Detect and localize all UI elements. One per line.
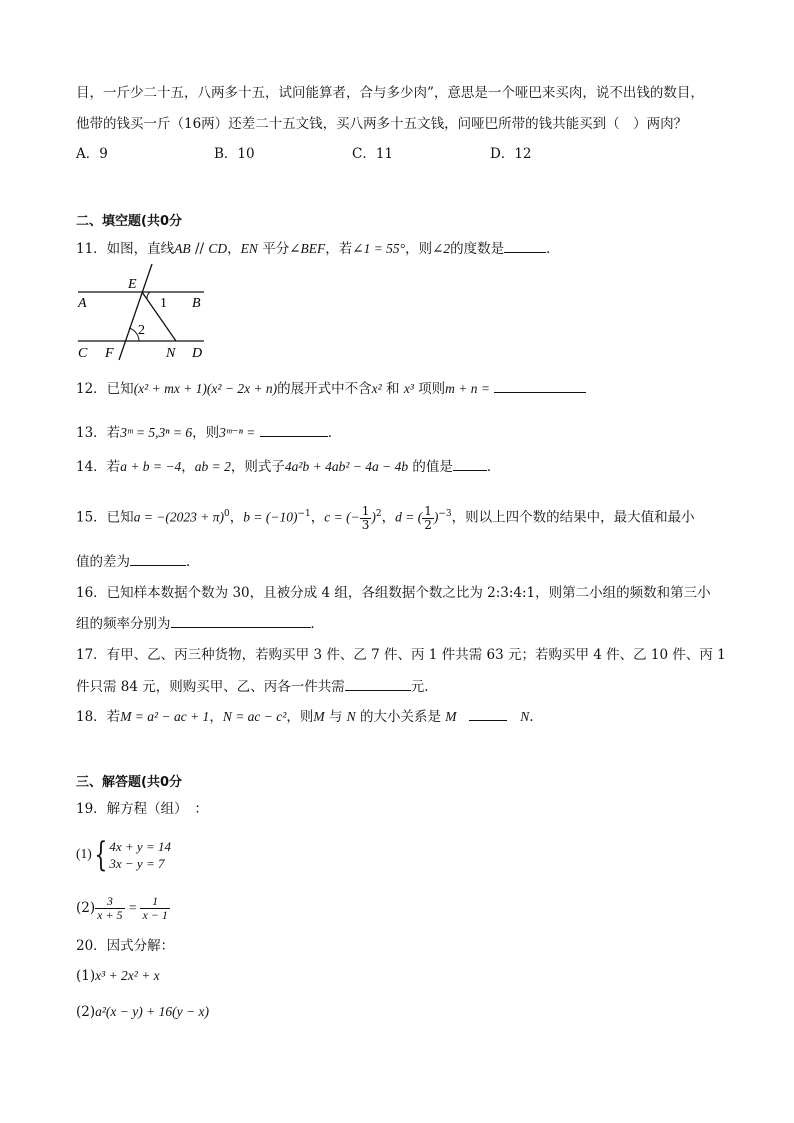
q16-line1: 16．已知样本数据个数为 30，且被分成 4 组，各组数据个数之比为 2:3:4:1，则第二小组的频数和第三小 (76, 585, 711, 601)
q19-part1: (1){ 4x + y = 14 3x − y = 7 (76, 834, 171, 875)
answer-blank (345, 676, 411, 691)
q15-line2: 值的差为 ． (76, 551, 200, 572)
answer-blank (130, 551, 186, 566)
label-a: A (78, 296, 87, 311)
q16-line2: 组的频率分别为 ． (76, 613, 324, 634)
fraction-one-third: $\frac{1}{3}$ (361, 503, 370, 532)
label-2: 2 (138, 323, 145, 338)
label-b: B (192, 296, 201, 311)
q15-stem: 15．已知$a = -(2023 + \pi)^0$，$b = (-10)^{-1}$，c = (− $\frac{1}{3}$ )$^2$，d = ( $\frac{1}{2}$ )$^{-3}$，则以上四个数的结果中，最大值和最小 (76, 503, 695, 532)
option-b: B．10 (214, 146, 255, 162)
q20-part1: (1)x³ + 2x² + x (76, 968, 160, 984)
option-c: C．11 (352, 146, 394, 162)
answer-blank (260, 422, 328, 437)
option-a: A．9 (76, 146, 108, 162)
fraction-right: $\frac{1}{x - 1}$ (142, 894, 168, 922)
parallel-lines-figure (72, 262, 222, 362)
angle-1-arc (147, 292, 150, 299)
q10-line1: 目，一斤少二十五，八两多十五，试问能算者，合与多少肉”，意思是一个哑巴来买肉，说不出钱的数目， (76, 85, 704, 101)
q11-stem: 11．如图，直线AB // CD，EN 平分∠BEF，若∠1 = 55°，则∠2的度数是 ． (76, 238, 560, 259)
q20-title: 20．因式分解： (76, 938, 175, 954)
q13-stem: 13．若3ᵐ = 5,3ⁿ = 6，则3ᵐ⁻ⁿ = ． (76, 422, 341, 443)
section2-title: 二、填空题(共0分 (76, 214, 182, 229)
fraction-one-half: $\frac{1}{2}$ (424, 503, 432, 532)
label-e: E (128, 277, 137, 292)
answer-blank (504, 238, 546, 253)
answer-blank (469, 706, 507, 721)
label-d: D (192, 346, 203, 361)
q20-part2: (2)a²(x − y) + 16(y − x) (76, 1004, 209, 1020)
q19-part2: (2) $\frac{3}{x + 5}$ = $\frac{1}{x - 1}$ (76, 894, 168, 922)
fraction-left: $\frac{3}{x + 5}$ (97, 894, 123, 922)
label-n: N (166, 346, 176, 361)
q18-stem: 18．若M = a² − ac + 1，N = ac − c²，则M 与 N 的大小关系是 M N. (76, 706, 534, 727)
system-brace: { (94, 834, 108, 875)
q10-line2: 他带的钱买一斤（16两）还差二十五文钱，买八两多十五文钱，问哑巴所带的钱共能买到（ ）两肉？ (76, 116, 688, 132)
line-en (142, 292, 176, 341)
q10-options (76, 144, 676, 164)
q17-line1: 17．有甲、乙、丙三种货物，若购买甲 3 件、乙 7 件、丙 1 件共需 63 元；若购买甲 4 件、乙 10 件、丙 1 (76, 647, 726, 663)
equation-system: 4x + y = 14 3x − y = 7 (109, 838, 171, 871)
label-1: 1 (160, 296, 167, 311)
answer-blank (453, 456, 487, 471)
label-f: F (105, 346, 114, 361)
section3-title: 三、解答题(共0分 (76, 775, 182, 790)
q12-stem: 12．已知(x² + mx + 1)(x² − 2x + n)的展开式中不含x² 和 x³ 项则m + n = (76, 378, 586, 399)
option-d: D．12 (490, 146, 532, 162)
label-c: C (78, 346, 88, 361)
answer-blank (494, 378, 586, 393)
q17-line2: 件只需 84 元，则购买甲、乙、丙各一件共需 元． (76, 676, 438, 697)
q19-title: 19．解方程（组） ： (76, 801, 208, 817)
q14-stem: 14．若a + b = −4，ab = 2，则式子4a²b + 4ab² − 4a − 4b 的值是 ． (76, 456, 500, 477)
answer-blank (171, 613, 311, 628)
